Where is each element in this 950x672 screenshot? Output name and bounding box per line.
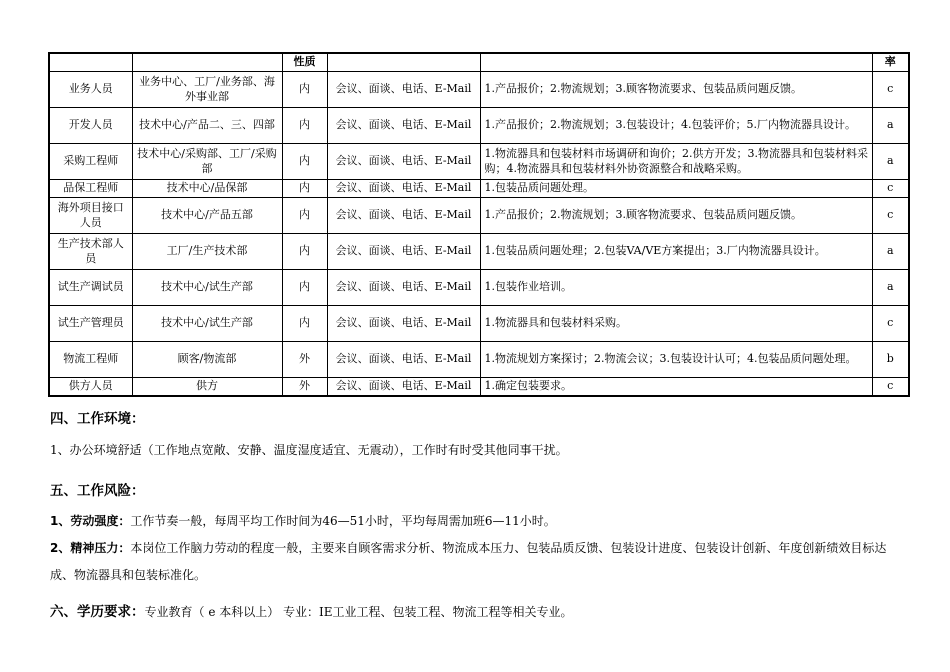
section-heading-work-environment: 四、工作环境：: [50, 411, 145, 427]
cell-nature: 内: [282, 234, 327, 270]
education-text: 专业教育（ e 本科以上） 专业：IE工业工程、包装工程、物流工程等相关专业。: [144, 605, 573, 619]
cell-dept: 工厂/生产技术部: [132, 234, 282, 270]
cell-person: 业务人员: [49, 72, 132, 108]
cell-method: 会议、面谈、电话、E-Mail: [327, 108, 480, 144]
header-cell-method: [327, 53, 480, 72]
table-row: [49, 108, 909, 144]
cell-dept: 技术中心/产品二、三、四部: [132, 108, 282, 144]
cell-person: 海外项目接口人员: [49, 198, 132, 234]
cell-nature: 内: [282, 306, 327, 342]
mental-pressure-label: 2、精神压力：: [50, 541, 131, 555]
header-cell-dept: [132, 53, 282, 72]
cell-person: 开发人员: [49, 108, 132, 144]
cell-dept: 供方: [132, 378, 282, 396]
section-heading-education: 六、学历要求：: [50, 604, 145, 620]
cell-nature: 内: [282, 270, 327, 306]
header-cell-nature: 性质: [282, 53, 327, 72]
cell-method: 会议、面谈、电话、E-Mail: [327, 306, 480, 342]
cell-person: 生产技术部人员: [49, 234, 132, 270]
contact-table: [48, 52, 910, 397]
cell-rate: c: [872, 180, 909, 198]
table-row: [49, 72, 909, 108]
cell-dept: 技术中心/采购部、工厂/采购部: [132, 144, 282, 180]
table-row: [49, 144, 909, 180]
work-risk-paragraph: [50, 508, 910, 589]
education-requirement: [50, 600, 573, 620]
cell-method: 会议、面谈、电话、E-Mail: [327, 342, 480, 378]
cell-method: 会议、面谈、电话、E-Mail: [327, 234, 480, 270]
cell-rate: a: [872, 270, 909, 306]
table-row: [49, 378, 909, 396]
cell-content: 1.包装品质问题处理；2.包装VA/VE方案提出；3.厂内物流器具设计。: [480, 234, 872, 270]
cell-nature: 内: [282, 198, 327, 234]
cell-method: 会议、面谈、电话、E-Mail: [327, 180, 480, 198]
labor-intensity-label: 1、劳动强度：: [50, 514, 131, 528]
table-row: [49, 198, 909, 234]
cell-nature: 内: [282, 180, 327, 198]
cell-rate: a: [872, 108, 909, 144]
cell-content: 1.物流规划方案探讨；2.物流会议；3.包装设计认可；4.包装品质问题处理。: [480, 342, 872, 378]
cell-content: 1.产品报价；2.物流规划；3.包装设计；4.包装评价；5.厂内物流器具设计。: [480, 108, 872, 144]
table-row: [49, 180, 909, 198]
cell-rate: c: [872, 72, 909, 108]
table-row: [49, 342, 909, 378]
cell-content: 1.物流器具和包装材料采购。: [480, 306, 872, 342]
section-heading-work-risk: 五、工作风险：: [50, 483, 145, 499]
work-environment-text: 1、办公环境舒适（工作地点宽敞、安静、温度湿度适宜、无震动），工作时有时受其他同事干扰。: [50, 443, 568, 457]
table-header-row: [49, 53, 909, 72]
cell-content: 1.产品报价；2.物流规划；3.顾客物流要求、包装品质问题反馈。: [480, 198, 872, 234]
cell-method: 会议、面谈、电话、E-Mail: [327, 270, 480, 306]
cell-nature: 外: [282, 342, 327, 378]
cell-content: 1.包装品质问题处理。: [480, 180, 872, 198]
cell-content: 1.包装作业培训。: [480, 270, 872, 306]
table-row: [49, 270, 909, 306]
cell-person: 试生产调试员: [49, 270, 132, 306]
cell-person: 采购工程师: [49, 144, 132, 180]
mental-pressure-text: 本岗位工作脑力劳动的程度一般，主要来自顾客需求分析、物流成本压力、包装品质反馈、包装设计进度、包装设计创新、年度创新绩效目标达成、物流器具和包装标准化。: [50, 541, 887, 582]
cell-nature: 内: [282, 144, 327, 180]
cell-person: 供方人员: [49, 378, 132, 396]
cell-rate: c: [872, 198, 909, 234]
table-row: [49, 234, 909, 270]
cell-person: 品保工程师: [49, 180, 132, 198]
cell-method: 会议、面谈、电话、E-Mail: [327, 198, 480, 234]
cell-person: 物流工程师: [49, 342, 132, 378]
cell-dept: 技术中心/品保部: [132, 180, 282, 198]
cell-dept: 技术中心/试生产部: [132, 270, 282, 306]
cell-rate: c: [872, 306, 909, 342]
cell-content: 1.物流器具和包装材料市场调研和询价；2.供方开发；3.物流器具和包装材料采购；4.物流器具和包装材料外协资源整合和战略采购。: [480, 144, 872, 180]
cell-dept: 业务中心、工厂/业务部、海外事业部: [132, 72, 282, 108]
cell-nature: 内: [282, 72, 327, 108]
header-cell-content: [480, 53, 872, 72]
cell-nature: 内: [282, 108, 327, 144]
cell-rate: a: [872, 144, 909, 180]
table-row: [49, 306, 909, 342]
header-cell-rate: 率: [872, 53, 909, 72]
cell-person: 试生产管理员: [49, 306, 132, 342]
cell-method: 会议、面谈、电话、E-Mail: [327, 144, 480, 180]
cell-dept: 技术中心/试生产部: [132, 306, 282, 342]
labor-intensity-text: 工作节奏一般，每周平均工作时间为46—51小时，平均每周需加班6—11小时。: [130, 514, 556, 528]
cell-method: 会议、面谈、电话、E-Mail: [327, 72, 480, 108]
cell-rate: b: [872, 342, 909, 378]
cell-method: 会议、面谈、电话、E-Mail: [327, 378, 480, 396]
cell-dept: 技术中心/产品五部: [132, 198, 282, 234]
cell-rate: a: [872, 234, 909, 270]
cell-content: 1.确定包装要求。: [480, 378, 872, 396]
header-cell-person: [49, 53, 132, 72]
cell-nature: 外: [282, 378, 327, 396]
table-body: [49, 53, 909, 396]
cell-dept: 顾客/物流部: [132, 342, 282, 378]
cell-rate: c: [872, 378, 909, 396]
cell-content: 1.产品报价；2.物流规划；3.顾客物流要求、包装品质问题反馈。: [480, 72, 872, 108]
